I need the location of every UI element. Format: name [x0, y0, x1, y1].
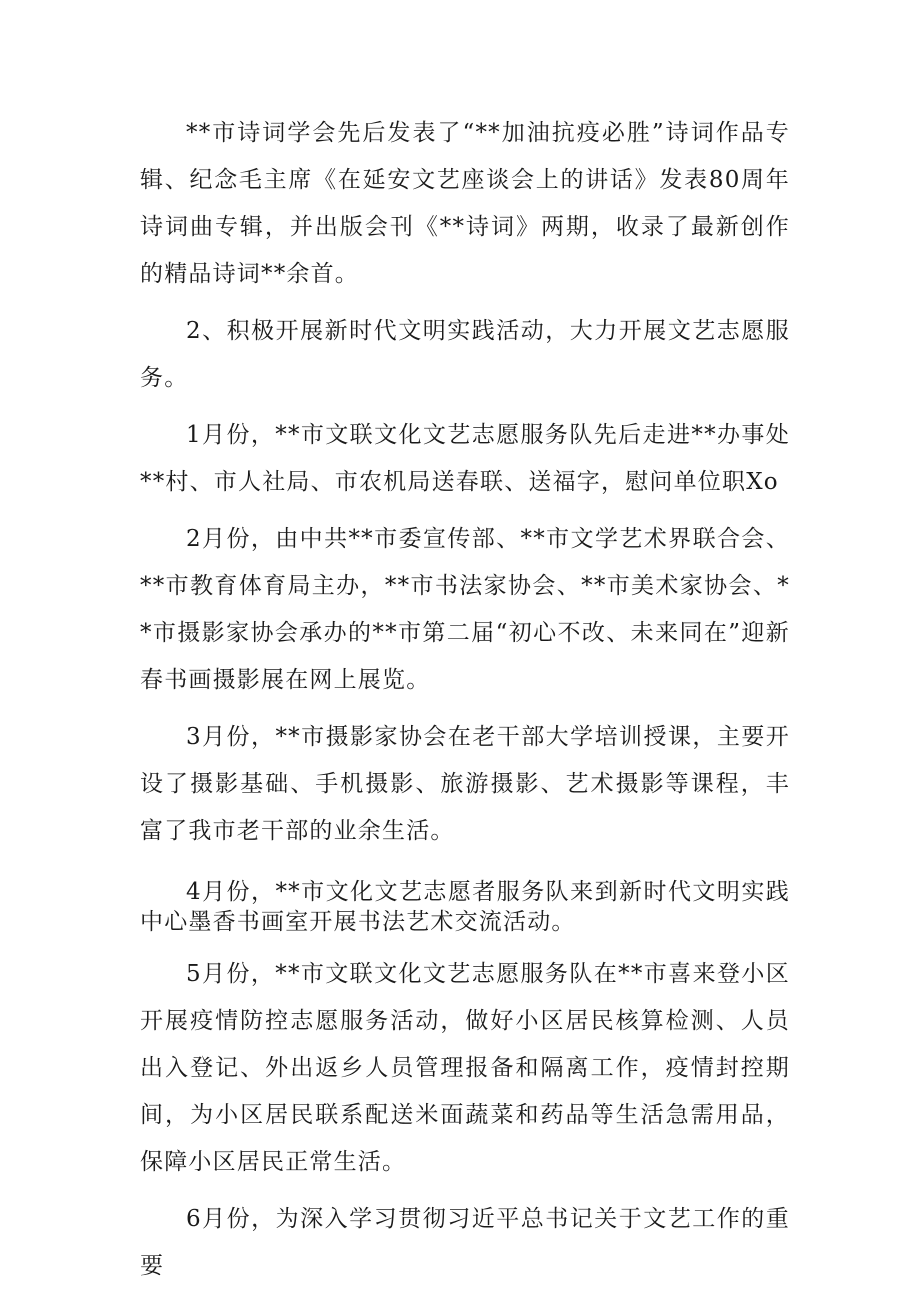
paragraph-may: 5月份，**市文联文化文艺志愿服务队在**市喜来登小区开展疫情防控志愿服务活动，做好小区居民核算检测、人员出入登记、外出返乡人员管理报备和隔离工作，疫情封控期间，为小区居民联系配送米面蔬菜和药品等生活急需用品，保障小区居民正常生活。	[140, 961, 790, 1175]
paragraph-march: 3月份，**市摄影家协会在老干部大学培训授课，主要开设了摄影基础、手机摄影、旅游摄影、艺术摄影等课程，丰富了我市老干部的业余生活。	[140, 724, 790, 844]
document-page	[140, 110, 790, 1290]
paragraph-april: 4月份，**市文化文艺志愿者服务队来到新时代文明实践中心墨香书画室开展书法艺术交流活动。	[140, 879, 790, 935]
paragraph-january: 1月份，**市文联文化文艺志愿服务队先后走进**办事处**村、市人社局、市农机局送春联、送福字，慰问单位职Xo	[140, 422, 790, 495]
paragraph-poetry-society: **市诗词学会先后发表了“**加油抗疫必胜”诗词作品专辑、纪念毛主席《在延安文艺座谈会上的讲话》发表80周年诗词曲专辑，并出版会刊《**诗词》两期，收录了最新创作的精品诗词**余首。	[140, 120, 790, 287]
paragraph-february: 2月份，由中共**市委宣传部、**市文学艺术界联合会、**市教育体育局主办，**市书法家协会、**市美术家协会、**市摄影家协会承办的**市第二届“初心不改、未来同在”迎新春书画摄影展在网上展览。	[140, 526, 790, 693]
paragraph-june: 6月份，为深入学习贯彻习近平总书记关于文艺工作的重要	[140, 1206, 790, 1279]
paragraph-section-heading: 2、积极开展新时代文明实践活动，大力开展文艺志愿服务。	[140, 318, 790, 391]
